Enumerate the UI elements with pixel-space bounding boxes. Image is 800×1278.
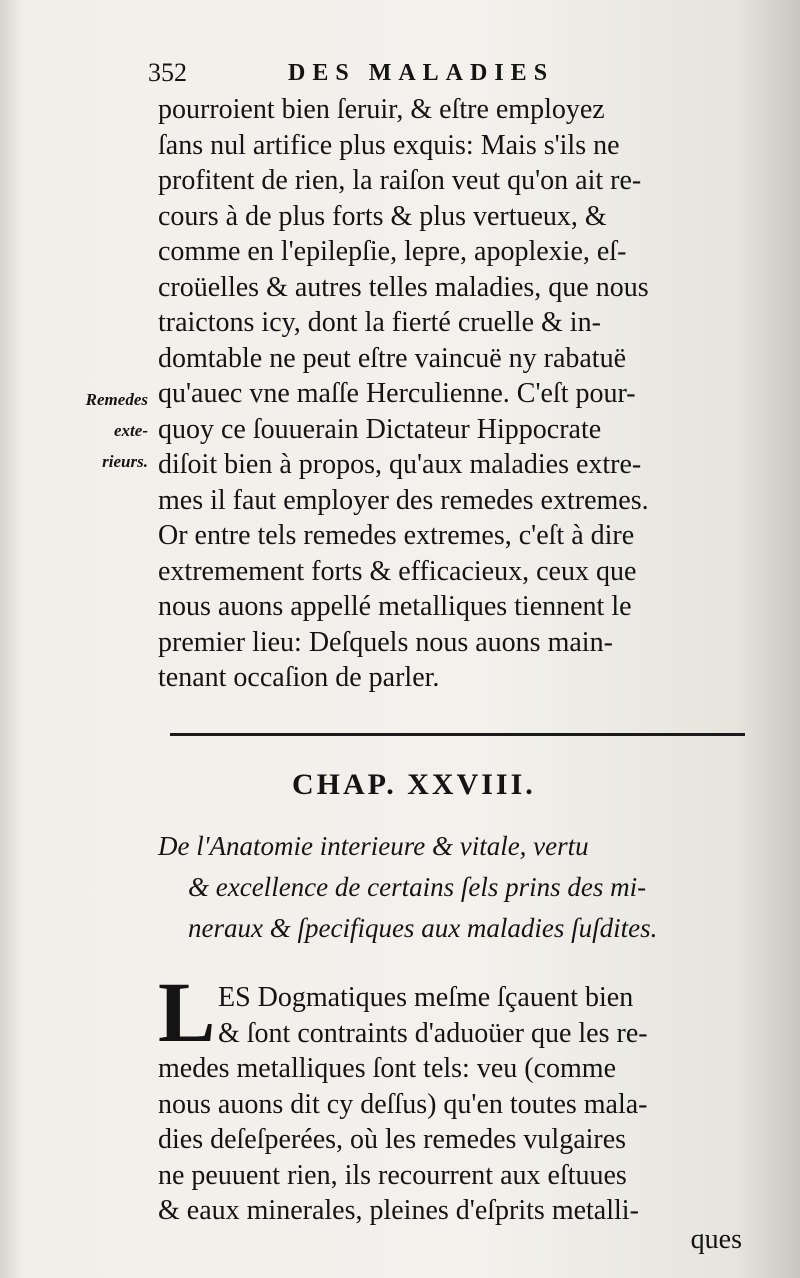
chapter-title-line: & excellence de certains ſels prins des mi- — [188, 872, 647, 902]
text-line: quoy ce ſouuerain Dictateur Hippocrate — [158, 413, 602, 445]
body-paragraph — [158, 92, 748, 696]
margin-note — [48, 384, 148, 477]
text-line: pourroient bien ſeruir, & eſtre employez — [158, 94, 605, 125]
text-line: croüelles & autres telles maladies, que nous — [158, 271, 649, 303]
text-line: cours à de plus forts & plus vertueux, & — [158, 200, 607, 232]
text-line: & ſont contraints d'aduoüer que les re- — [218, 1017, 648, 1049]
text-line: mes il faut employer des remedes extremes. — [158, 484, 649, 516]
text-line: ſans nul artifice plus exquis: Mais s'ils ne — [158, 129, 620, 161]
page-header — [148, 58, 748, 94]
text-line: extremement forts & efficacieux, ceux que — [158, 555, 637, 587]
catchword: ques — [690, 1224, 742, 1255]
running-head: DES MALADIES — [288, 60, 555, 86]
text-line: domtable ne peut eſtre vaincuë ny rabatuë — [158, 342, 627, 374]
page-number: 352 — [148, 58, 187, 87]
chapter-title-line: De l'Anatomie interieure & vitale, vertu — [158, 831, 589, 861]
text-line: profitent de rien, la raiſon veut qu'on ait re- — [158, 165, 642, 196]
text-line: tenant occaſion de parler. — [158, 662, 440, 693]
text-line: ES Dogmatiques meſme ſçauent bien — [218, 982, 634, 1013]
text-line: diſoit bien à propos, qu'aux maladies extre- — [158, 449, 642, 480]
text-line: & eaux minerales, pleines d'eſprits metalli- — [158, 1195, 639, 1226]
chapter-body-paragraph — [158, 980, 748, 1229]
chapter-title-line: neraux & ſpecifiques aux maladies ſuſdites. — [188, 913, 658, 943]
drop-cap: L — [158, 964, 216, 1060]
margin-note-line: exte- — [114, 421, 148, 440]
text-line: Or entre tels remedes extremes, c'eſt à dire — [158, 520, 635, 551]
margin-note-line: rieurs. — [102, 452, 148, 471]
text-line: qu'auec vne maſſe Herculienne. C'eſt pour- — [158, 378, 636, 409]
text-line: ne peuuent rien, ils recourrent aux eſtuues — [158, 1159, 627, 1191]
chapter-heading: CHAP. XXVIII. — [292, 768, 536, 801]
text-line: medes metalliques ſont tels: veu (comme — [158, 1053, 616, 1084]
chapter-title — [158, 826, 748, 949]
text-line: traictons icy, dont la fierté cruelle & in- — [158, 307, 601, 338]
text-line: comme en l'epilepſie, lepre, apoplexie, eſ- — [158, 236, 627, 267]
text-line: nous auons appellé metalliques tiennent le — [158, 591, 632, 622]
margin-note-line: Remedes — [85, 390, 148, 409]
text-line: nous auons dit cy deſſus) qu'en toutes mala- — [158, 1088, 648, 1120]
section-divider — [170, 733, 745, 736]
text-line: dies deſeſperées, où les remedes vulgaires — [158, 1124, 627, 1155]
text-line: premier lieu: Deſquels nous auons main- — [158, 626, 613, 658]
